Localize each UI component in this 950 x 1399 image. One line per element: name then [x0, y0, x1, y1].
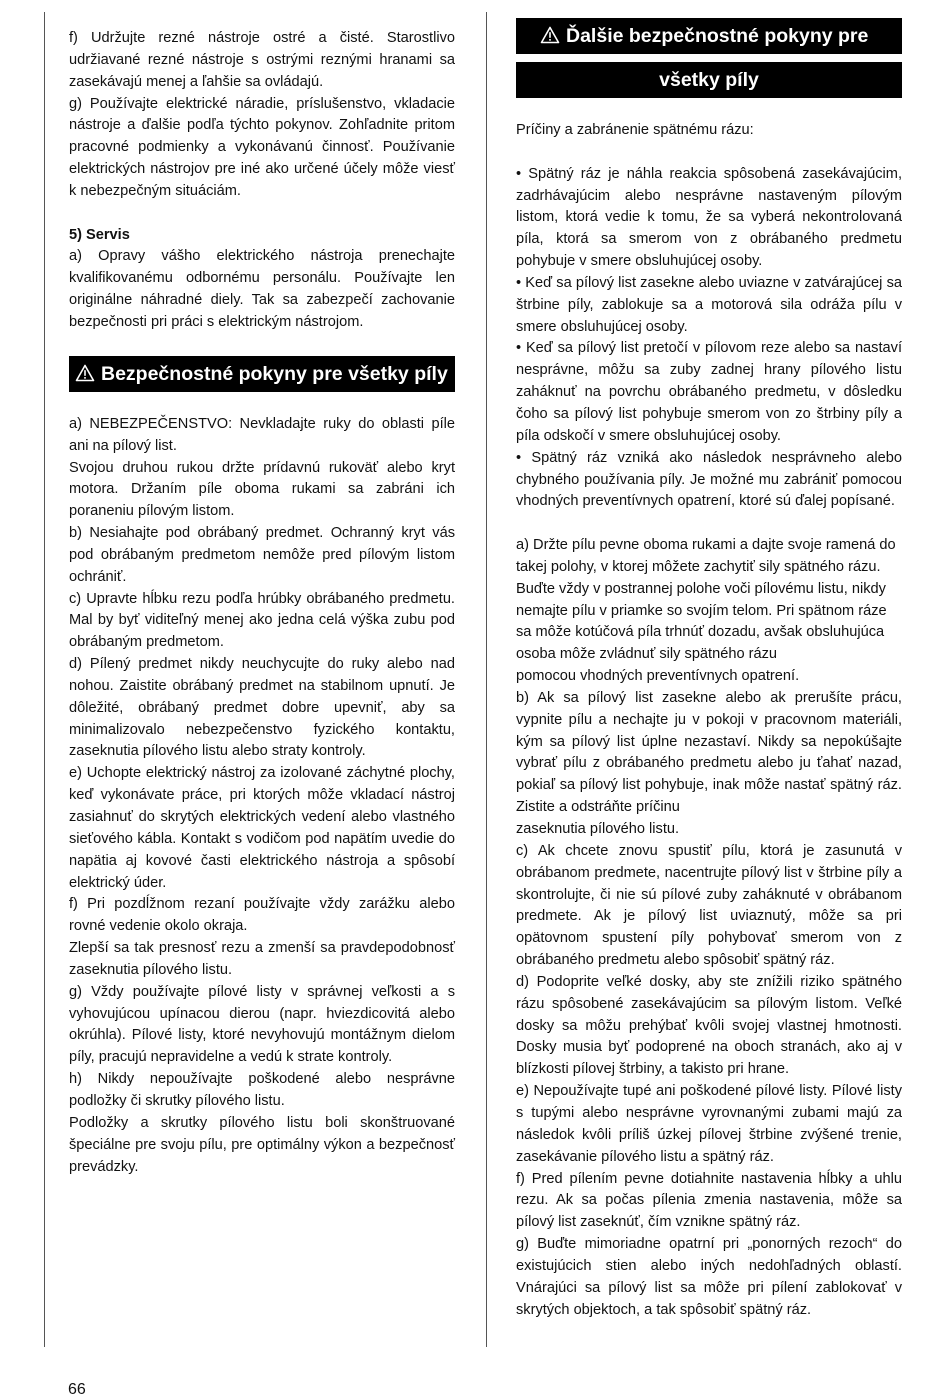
paragraph-intro-f: f) Udržujte rezné nástroje ostré a čisté. Starostlivo udržiavané rezné nástroje s ostrými reznými hranami sa zasekávajú menej a ľahšie sa ovládajú.: [69, 30, 455, 90]
instruction-item: b) Nesiahajte pod obrábaný predmet. Ochranný kryt vás pod obrábaným predmetom nemôže pred pílovým listom ochrániť.: [69, 525, 455, 585]
kickback-point: • Spätný ráz je náhla reakcia spôsobená zasekávajúcim, zadrhávajúcim alebo nesprávne nastaveným pílovým listom, ktorá vedie k tomu, že sa vyberá nekontrolovaná píla, ktorá sa smerom von z obrábaného predmetu pohybuje v smere obsluhujúcej osoby.: [516, 165, 902, 270]
warning-triangle-icon: [540, 18, 560, 54]
rule-item: g) Buďte mimoriadne opatrní pri „ponorných rezoch“ do existujúcich stien alebo iných nedohľadných oblastí. Vnárajúci sa pílový list sa môže pri pílení zablokovať v skrytých objektoch, a tak spôsobiť spätný ráz.: [516, 1236, 902, 1318]
instruction-item: a) NEBEZPEČENSTVO: Nevkladajte ruky do oblasti píle ani na pílový list.: [69, 415, 455, 454]
rule-item: a) Držte pílu pevne oboma rukami a dajte svoje ramená do takej polohy, v ktorej môžete zachytiť sily spätného rázu. Buďte vždy v postrannej polohe voči pílovému listu, nikdy nemajte pílu v priamke so svojím telom. Pri spätnom ráze sa môže kotúčová píla trhnúť dozadu, avšak obsluhujúca osoba môže zvládnuť sily spätného rázu: [516, 537, 896, 663]
rule-item: e) Nepoužívajte tupé ani poškodené pílové listy. Pílové listy s tupými alebo nesprávne vyrovnanými zubami majú za následok kvôli príliš úzkej pílovej štrbine zvýšené trenie, zasekávanie pílového listu a spätný ráz.: [516, 1083, 902, 1165]
instruction-item: Svojou druhou rukou držte prídavnú rukoväť alebo kryt motora. Držaním píle oboma rukami sa zabráni ich poraneniu pílovým listom.: [69, 459, 455, 520]
instruction-item: Zlepší sa tak presnosť rezu a zmenší sa pravdepodobnosť zaseknutia pílového listu.: [69, 940, 455, 978]
left-column-rule: [44, 12, 45, 1347]
safety-banner-extra-line1: [516, 18, 902, 54]
safety-banner-extra-title-1: Ďalšie bezpečnostné pokyny pre: [566, 25, 869, 47]
kickback-point: • Spätný ráz vzniká ako následok nesprávneho alebo chybného používania píly. Je možné mu zabrániť pomocou vhodných preventívnych opatrení, ktoré sú ďalej popísané.: [516, 449, 902, 510]
left-column: [69, 28, 455, 1178]
safety-banner-extra-title-2: všetky píly: [659, 69, 759, 91]
rule-item: zaseknutia pílového listu.: [516, 821, 680, 837]
instruction-item: d) Pílený predmet nikdy neuchycujte do ruky alebo nad nohou. Zaistite obrábaný predmet na stabilnom upnutí. Je dôležité, obrábaný predmet dobre upevniť, aby sa minimalizovalo nebezpečenstvo fyzického kontaktu, zaseknutia pílového listu alebo straty kontroly.: [69, 656, 455, 760]
kickback-intro: Príčiny a zabránenie spätnému rázu:: [516, 122, 754, 138]
right-column: [516, 25, 902, 1321]
instruction-item: h) Nikdy nepoužívajte poškodené alebo nesprávne podložky či skrutky pílového listu.: [69, 1071, 455, 1109]
paragraph-intro-g: g) Používajte elektrické náradie, príslušenstvo, vkladacie nástroje a ďalšie podľa týchto pokynov. Zohľadnite pritom pracovné podmienky a vykonávanú činnosť. Používanie elektrických nástrojov pre iné ako určené účely môže viesť k nebezpečným situáciám.: [69, 95, 455, 199]
instruction-item: g) Vždy používajte pílové listy v správnej veľkosti a s vyhovujúcou upínacou dierou (napr. hviezdicovitá alebo okrúhla). Pílové listy, ktoré nevyhovujú montážnym dielom píly, pracujú nepravidelne a vedú k strate kontroly.: [69, 983, 455, 1066]
instruction-item: e) Uchopte elektrický nástroj za izolované záchytné plochy, keď vykonávate práce, pri ktorých môže vkladací nástroj zasiahnuť do skrytých elektrických vedení alebo vlastného sieťového kábla. Kontakt s vodičom pod napätím uvedie do napätia aj kovové časti elektrického nástroja a spôsobí elektrický úder.: [69, 765, 455, 891]
kickback-point: • Keď sa pílový list pretočí v pílovom reze alebo sa nastaví nesprávne, môžu sa zuby zadnej hrany pílového listu zaháknuť na povrchu obrábaného predmetu, v dôsledku čoho sa pílový list pohybuje smerom von zo štrbiny píly a píla odskočí v smere obsluhujúcej osoby.: [516, 340, 902, 444]
center-column-rule: [486, 12, 487, 1347]
rule-item: pomocou vhodných preventívnych opatrení.: [516, 668, 800, 685]
page-number: 66: [68, 1381, 86, 1398]
instruction-item: f) Pri pozdĺžnom rezaní používajte vždy zarážku alebo rovné vedenie okolo okraja.: [69, 896, 455, 935]
rule-item: b) Ak sa pílový list zasekne alebo ak prerušíte prácu, vypnite pílu a nechajte ju v pokoji v pracovnom materiáli, kým sa pílový list úplne nezastaví. Nikdy sa nepokúšajte vybrať pílu z obrábaného predmetu alebo ju ťahať nazad, pokiaľ sa pílový list pohybuje, inak môže nastať spätný ráz. Zistite a odstráňte príčinu: [516, 689, 902, 816]
warning-triangle-icon: [75, 356, 95, 392]
section-heading-service: 5) Servis: [69, 226, 130, 243]
safety-banner-all-saws: [69, 356, 455, 392]
safety-banner-extra-line2: [516, 62, 902, 98]
kickback-point: • Keď sa pílový list zasekne alebo uviazne v zatvárajúcej sa štrbine píly, zablokuje sa a motorová sila odráža pílu v smere obsluhujúcej osoby.: [516, 274, 902, 335]
instruction-item: Podložky a skrutky pílového listu boli skonštruované špeciálne pre svoju pílu, pre optimálny výkon a bezpečnosť prevádzky.: [69, 1114, 455, 1175]
safety-banner-title: Bezpečnostné pokyny pre všetky píly: [101, 362, 448, 385]
instruction-item: c) Upravte hĺbku rezu podľa hrúbky obrábaného predmetu. Mal by byť viditeľný menej ako jedna celá výška zubu pod obrábaným predmetom.: [69, 590, 455, 651]
rule-item: f) Pred pílením pevne dotiahnite nastavenia hĺbky a uhlu rezu. Ak sa počas pílenia zmenia nastavenia, môže sa pílový list zaseknúť, čím vznikne spätný ráz.: [516, 1170, 902, 1231]
rule-item: d) Podoprite veľké dosky, aby ste znížili riziko spätného rázu spôsobené zasekávajúcim sa pílovým listom. Veľké dosky sa môžu prehýbať kvôli svojej vlastnej hmotnosti. Dosky musia byť podoprené na oboch stranách, ako aj v blízkosti pílovej štrbiny, a takisto pri hrane.: [516, 973, 902, 1078]
paragraph-service: a) Opravy vášho elektrického nástroja prenechajte kvalifikovanému odbornému personálu. Používajte len originálne náhradné diely. Tak sa zabezpečí zachovanie bezpečnosti pri práci s elektrickým nástrojom.: [69, 248, 455, 330]
rule-item: c) Ak chcete znovu spustiť pílu, ktorá je zasunutá v obrábanom predmete, nacentrujte pílový list v štrbine píly a skontrolujte, či nie sú pílové zuby zaháknuté v obrábanom predmete. Ak je pílový list uviaznutý, môže sa pri opätovnom spustení píly pohybovať smerom von z obrábaného predmetu alebo spôsobiť spätný ráz.: [516, 842, 902, 969]
